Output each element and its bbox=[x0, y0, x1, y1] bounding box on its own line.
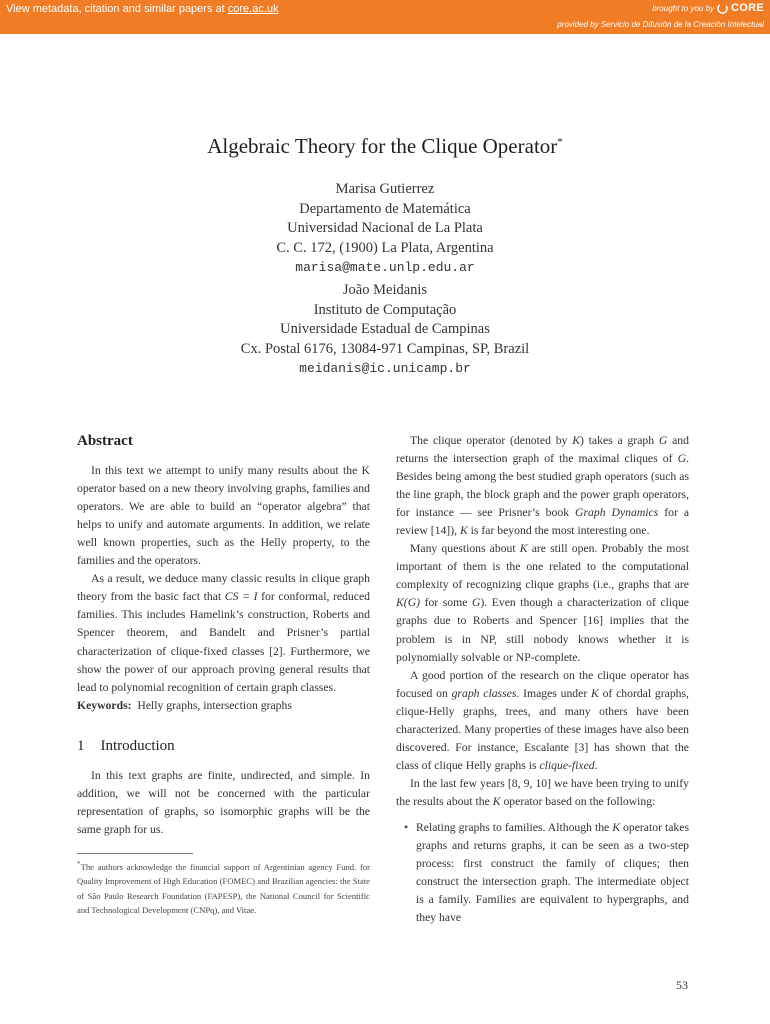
author-1-name: Marisa Gutierrez bbox=[335, 181, 435, 197]
core-logo-text: CORE bbox=[731, 2, 764, 14]
abstract-heading: Abstract bbox=[77, 433, 133, 449]
author-1-email: marisa@mate.unlp.edu.ar bbox=[295, 260, 475, 276]
author-2-address: Cx. Postal 6176, 13084-971 Campinas, SP, Brazil bbox=[240, 340, 530, 357]
right-paragraph-4: In the last few years [8, 9, 10] we have been trying to unify the results about the K operator based on the following: bbox=[396, 776, 689, 808]
right-paragraph-3: A good portion of the research on the clique operator has focused on graph classes. Images under K of chordal graphs, clique-Helly graphs, trees, and many others have been characterized. Many properties of these images have also been discovered. For instance, Escalante [3] has shown that the class of clique Helly graphs is clique-fixed. bbox=[396, 668, 689, 772]
author-block bbox=[0, 180, 770, 379]
core-link-prefix: View metadata, citation and similar papers at bbox=[6, 3, 225, 15]
keywords-text: Helly graphs, intersection graphs bbox=[137, 698, 292, 712]
author-1-dept: Departamento de Matemática bbox=[299, 200, 471, 217]
title-footnote-mark: * bbox=[557, 136, 563, 148]
core-logo-icon bbox=[717, 3, 728, 14]
keywords-line bbox=[77, 697, 370, 715]
math-cs-equals-i: CS = I bbox=[224, 590, 258, 604]
right-column bbox=[396, 432, 689, 927]
paper-title bbox=[0, 134, 770, 159]
core-banner bbox=[0, 0, 770, 34]
author-1-univ: Universidad Nacional de La Plata bbox=[287, 220, 483, 237]
paper-title-text: Algebraic Theory for the Clique Operator bbox=[207, 134, 558, 158]
abstract-paragraph-2: As a result, we deduce many classic results in clique graph theory from the basic fact that CS = I for conformal, reduced families. This includes Hamelink’s construction, Roberts and Spencer theorem, and Bandelt and Prisner’s partial characterization of clique-fixed classes [2]. Furthermore, we show the power of our approach proving general results that lead to polynomial recognition of certain graph classes. bbox=[77, 572, 370, 694]
keywords-label: Keywords: bbox=[77, 698, 132, 712]
section-heading bbox=[77, 737, 370, 755]
bullet-dot-icon: • bbox=[404, 820, 409, 834]
abstract-paragraph-1: In this text we attempt to unify many results about the K operator based on a new theory involving graphs, families and operators. We are able to build an “operator algebra” that helps to unify and automate arguments. In addition, we relate well known properties, such as the Helly property, to the families and the operators. bbox=[77, 464, 370, 568]
bullet-item-1: • Relating graphs to families. Although the K operator takes graphs and returns graphs, it can be seen as a two-step process: first construct the family of cliques; then construct the intersection graph. The intermediate object is a family. Families are equivalent to hypergraphs, and they have bbox=[404, 820, 689, 925]
author-2-name: João Meidanis bbox=[342, 281, 428, 298]
footnote-text: The authors acknowledge the financial support of Argentinian agency Fund. for Quality Improvement of High Education (FOMEC) and Brazilian agencies: the State of São Paulo Research Foundation (FAPESP), the National Council for Scientific and Technological Development (CNPq), and Vitae. bbox=[77, 861, 370, 916]
core-brand[interactable] bbox=[652, 2, 764, 14]
core-provided-by: provided by Servicio de Difusión de la Creación Intelectual bbox=[557, 20, 764, 29]
section-number: 1 bbox=[77, 737, 85, 754]
core-banner-top-row bbox=[0, 0, 770, 19]
footnote-mark: * bbox=[77, 860, 81, 868]
author-2-univ: Universidade Estadual de Campinas bbox=[280, 321, 490, 338]
core-link-site[interactable]: core.ac.uk bbox=[227, 3, 279, 15]
intro-paragraph-1: In this text graphs are finite, undirected, and simple. In addition, we will not be concerned with the particular representation of graphs, so isomorphic graphs will be the same graph for us. bbox=[77, 768, 370, 836]
footnote-rule bbox=[77, 853, 193, 854]
footnote bbox=[77, 857, 370, 917]
book-title: Graph Dynamics bbox=[575, 506, 659, 520]
right-paragraph-2: Many questions about K are still open. Probably the most important of them is the one related to the computational complexity of recognizing clique graphs (i.e., graphs that are K(G) for some G). Even though a characterization of clique graphs due to Roberts and Spencer [16] implies that the problem is in NP, still nobody knows whether it is polynomially solvable or NP-complete. bbox=[396, 542, 690, 664]
author-2-email: meidanis@ic.unicamp.br bbox=[299, 361, 471, 377]
author-1-address: C. C. 172, (1900) La Plata, Argentina bbox=[276, 239, 494, 256]
section-title: Introduction bbox=[100, 737, 175, 754]
right-paragraph-1: The clique operator (denoted by K) takes a graph G and returns the intersection graph of the maximal cliques of G. Besides being among the best studied graph operators (such as the line graph, the block graph and the power graph operators, for instance — see Prisner’s book Graph Dynamics for a review [14]), K is far beyond the most interesting one. bbox=[396, 434, 690, 538]
left-column bbox=[77, 432, 370, 839]
core-metadata-link[interactable] bbox=[6, 3, 279, 15]
page-number: 53 bbox=[676, 978, 688, 992]
core-brought-by: brought to you by bbox=[652, 3, 715, 13]
author-2-dept: Instituto de Computação bbox=[313, 301, 457, 318]
